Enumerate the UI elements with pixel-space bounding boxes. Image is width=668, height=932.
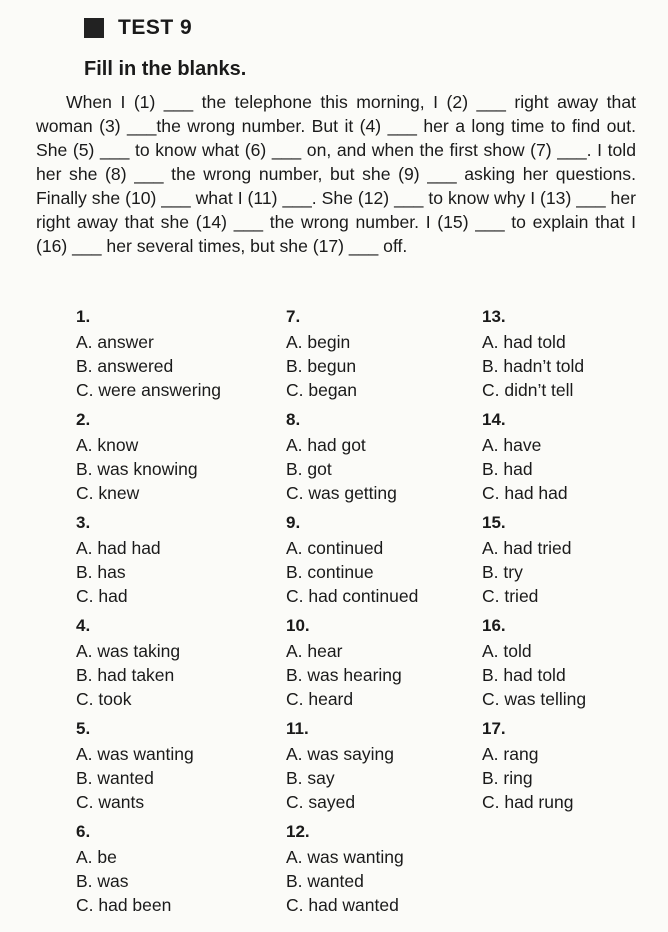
option-a[interactable]: A. told (482, 641, 532, 661)
option-c[interactable]: C. had been (76, 895, 172, 915)
option-a[interactable]: A. was saying (286, 744, 394, 764)
question-block (286, 512, 486, 615)
test-title: TEST 9 (118, 16, 193, 39)
question-block (482, 306, 668, 409)
option-c[interactable]: C. was telling (482, 689, 587, 709)
passage (36, 90, 636, 258)
option-b[interactable]: B. ring (482, 768, 533, 788)
option-c[interactable]: C. had rung (482, 792, 574, 812)
black-square-icon (84, 18, 104, 38)
question-block (482, 512, 668, 615)
option-b[interactable]: B. got (286, 459, 332, 479)
option-a[interactable]: A. have (482, 435, 542, 455)
question-block (76, 512, 276, 615)
question-block (286, 821, 486, 924)
option-b[interactable]: B. say (286, 768, 335, 788)
option-b[interactable]: B. wanted (76, 768, 154, 788)
option-c[interactable]: C. had wanted (286, 895, 399, 915)
option-c[interactable]: C. had (76, 586, 128, 606)
option-b[interactable]: B. begun (286, 356, 357, 376)
option-c[interactable]: C. had continued (286, 586, 419, 606)
question-block (482, 718, 668, 821)
option-c[interactable]: C. was getting (286, 483, 397, 503)
option-b[interactable]: B. try (482, 562, 523, 582)
question-number: 16. (482, 616, 506, 635)
question-block (76, 718, 276, 821)
question-number: 7. (286, 307, 301, 326)
question-number: 14. (482, 410, 506, 429)
question-number: 12. (286, 822, 310, 841)
option-a[interactable]: A. be (76, 847, 117, 867)
option-b[interactable]: B. was (76, 871, 129, 891)
option-c[interactable]: C. began (286, 380, 358, 400)
option-b[interactable]: B. has (76, 562, 126, 582)
option-c[interactable]: C. knew (76, 483, 140, 503)
question-number: 9. (286, 513, 301, 532)
passage-text: When I (1) ___ the telephone this morning, I (2) ___ right away that woman (3) ___the wrong number. But it (4) ___ her a long time to find out. She (5) ___ to know what (6) ___ on, and when the first show (7) ___. I told her she (8) ___ the wrong number, but she (9) ___ asking her questions. Finally she (10) ___ what I (11) ___. She (12) ___ to know why I (13) ___ her right away that she (14) ___ the wrong number. I (15) ___ to explain that I (16) ___ her several times, but she (17) ___ off. (36, 92, 636, 256)
question-block (482, 615, 668, 718)
option-b[interactable]: B. answered (76, 356, 174, 376)
question-number: 5. (76, 719, 91, 738)
option-b[interactable]: B. wanted (286, 871, 364, 891)
option-a[interactable]: A. had got (286, 435, 366, 455)
options-column-2 (286, 306, 486, 924)
question-block (76, 409, 276, 512)
question-number: 4. (76, 616, 91, 635)
test-header (84, 16, 192, 40)
option-a[interactable]: A. hear (286, 641, 343, 661)
question-block (76, 306, 276, 409)
option-a[interactable]: A. was taking (76, 641, 181, 661)
option-a[interactable]: A. was wanting (286, 847, 404, 867)
option-b[interactable]: B. was knowing (76, 459, 198, 479)
option-c[interactable]: C. wants (76, 792, 145, 812)
question-number: 8. (286, 410, 301, 429)
option-c[interactable]: C. didn’t tell (482, 380, 574, 400)
option-c[interactable]: C. heard (286, 689, 354, 709)
option-a[interactable]: A. know (76, 435, 139, 455)
option-c[interactable]: C. took (76, 689, 132, 709)
option-a[interactable]: A. rang (482, 744, 539, 764)
option-b[interactable]: B. had taken (76, 665, 175, 685)
question-block (76, 615, 276, 718)
question-number: 17. (482, 719, 506, 738)
option-a[interactable]: A. continued (286, 538, 384, 558)
question-number: 6. (76, 822, 91, 841)
question-block (286, 306, 486, 409)
question-number: 1. (76, 307, 91, 326)
question-number: 11. (286, 719, 309, 738)
question-block (76, 821, 276, 924)
option-c[interactable]: C. tried (482, 586, 539, 606)
options-column-1 (76, 306, 276, 924)
question-block (286, 615, 486, 718)
option-b[interactable]: B. was hearing (286, 665, 402, 685)
question-number: 2. (76, 410, 91, 429)
option-b[interactable]: B. continue (286, 562, 374, 582)
option-c[interactable]: C. sayed (286, 792, 356, 812)
option-c[interactable]: C. had had (482, 483, 568, 503)
option-a[interactable]: A. had had (76, 538, 161, 558)
option-a[interactable]: A. was wanting (76, 744, 194, 764)
instruction-heading: Fill in the blanks. (84, 58, 247, 80)
option-b[interactable]: B. had (482, 459, 533, 479)
option-c[interactable]: C. were answering (76, 380, 221, 400)
options-column-3 (482, 306, 668, 821)
question-block (286, 718, 486, 821)
question-number: 15. (482, 513, 506, 532)
option-a[interactable]: A. had tried (482, 538, 572, 558)
question-number: 3. (76, 513, 91, 532)
option-a[interactable]: A. begin (286, 332, 351, 352)
option-b[interactable]: B. hadn’t told (482, 356, 585, 376)
question-block (482, 409, 668, 512)
option-a[interactable]: A. answer (76, 332, 154, 352)
option-b[interactable]: B. had told (482, 665, 566, 685)
question-block (286, 409, 486, 512)
question-number: 13. (482, 307, 506, 326)
question-number: 10. (286, 616, 310, 635)
option-a[interactable]: A. had told (482, 332, 566, 352)
